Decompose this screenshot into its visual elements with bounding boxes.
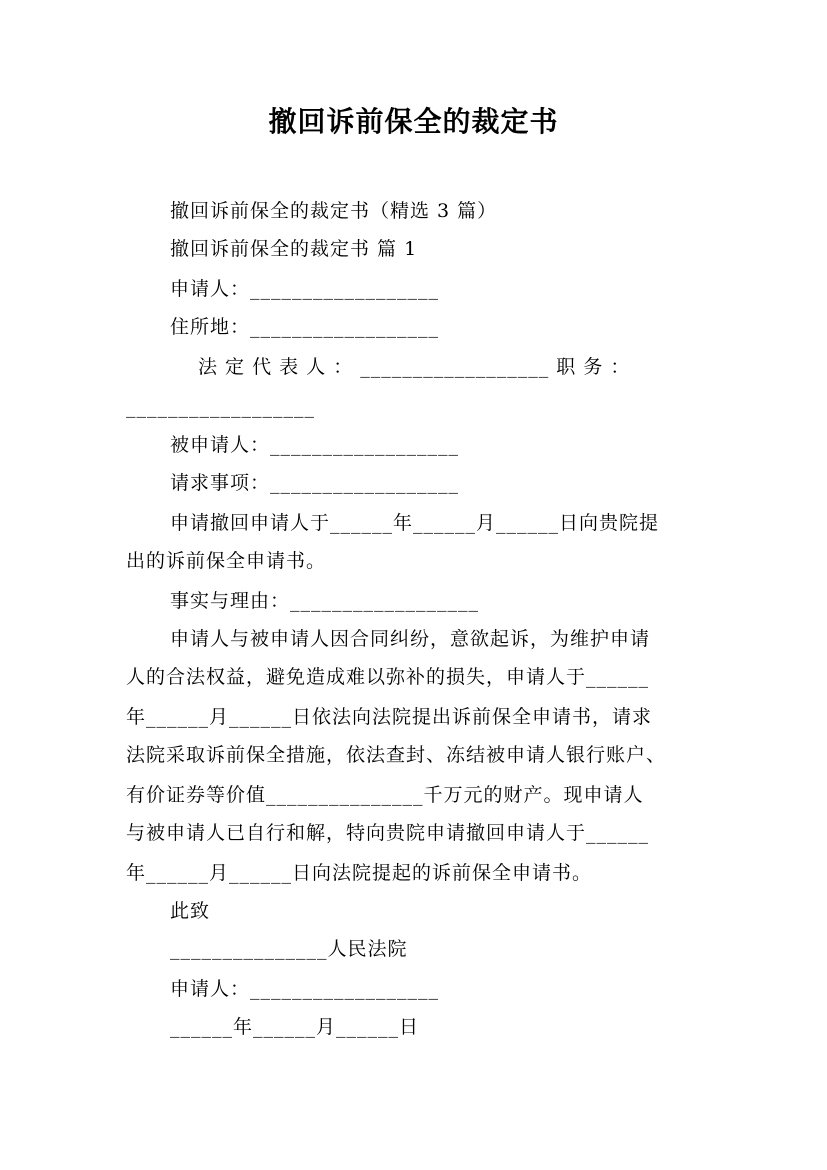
body-paragraph-line: 有价证券等价值_______________千万元的财产。现申请人 (126, 784, 644, 806)
signature-applicant-field: 申请人：__________________ (170, 978, 440, 1000)
address-field: 住所地：__________________ (170, 316, 440, 338)
legal-representative-text: 法 定 代 表 人 ： __________________ 职 务 ： (198, 356, 631, 378)
position-blank: __________________ (126, 396, 315, 418)
facts-field: 事实与理由：__________________ (170, 590, 480, 612)
respondent-field: 被申请人：__________________ (170, 434, 460, 456)
request-field: 请求事项：__________________ (170, 472, 460, 494)
subtitle-line: 撤回诉前保全的裁定书（精选 3 篇） (170, 200, 498, 222)
body-paragraph-line: 人的合法权益，避免造成难以弥补的损失，申请人于______ (126, 666, 650, 688)
body-paragraph-line: 与被申请人已自行和解，特向贵院申请撤回申请人于______ (126, 822, 650, 844)
body-paragraph-line: 出的诉前保全申请书。 (126, 550, 327, 572)
body-paragraph-line: 申请人与被申请人因合同纠纷，意欲起诉，为维护申请 (170, 628, 651, 650)
signature-date-field: ______年______月______日 (170, 1016, 420, 1038)
body-paragraph-line: 年______月______日依法向法院提出诉前保全申请书，请求 (126, 706, 653, 728)
body-paragraph-line: 法院采取诉前保全措施，依法查封、冻结被申请人银行账户、 (126, 744, 667, 766)
body-paragraph-line: 年______月______日向法院提起的诉前保全申请书。 (126, 862, 593, 884)
legal-representative-field (198, 352, 690, 382)
court-addressee: _______________人民法院 (170, 938, 408, 960)
document-title: 撤回诉前保全的裁定书 (268, 105, 559, 138)
applicant-field: 申请人：__________________ (170, 278, 440, 300)
closing-salutation: 此致 (170, 900, 211, 922)
section-heading: 撤回诉前保全的裁定书 篇 1 (170, 238, 418, 260)
body-paragraph-line: 申请撤回申请人于______年______月______日向贵院提 (170, 512, 660, 534)
